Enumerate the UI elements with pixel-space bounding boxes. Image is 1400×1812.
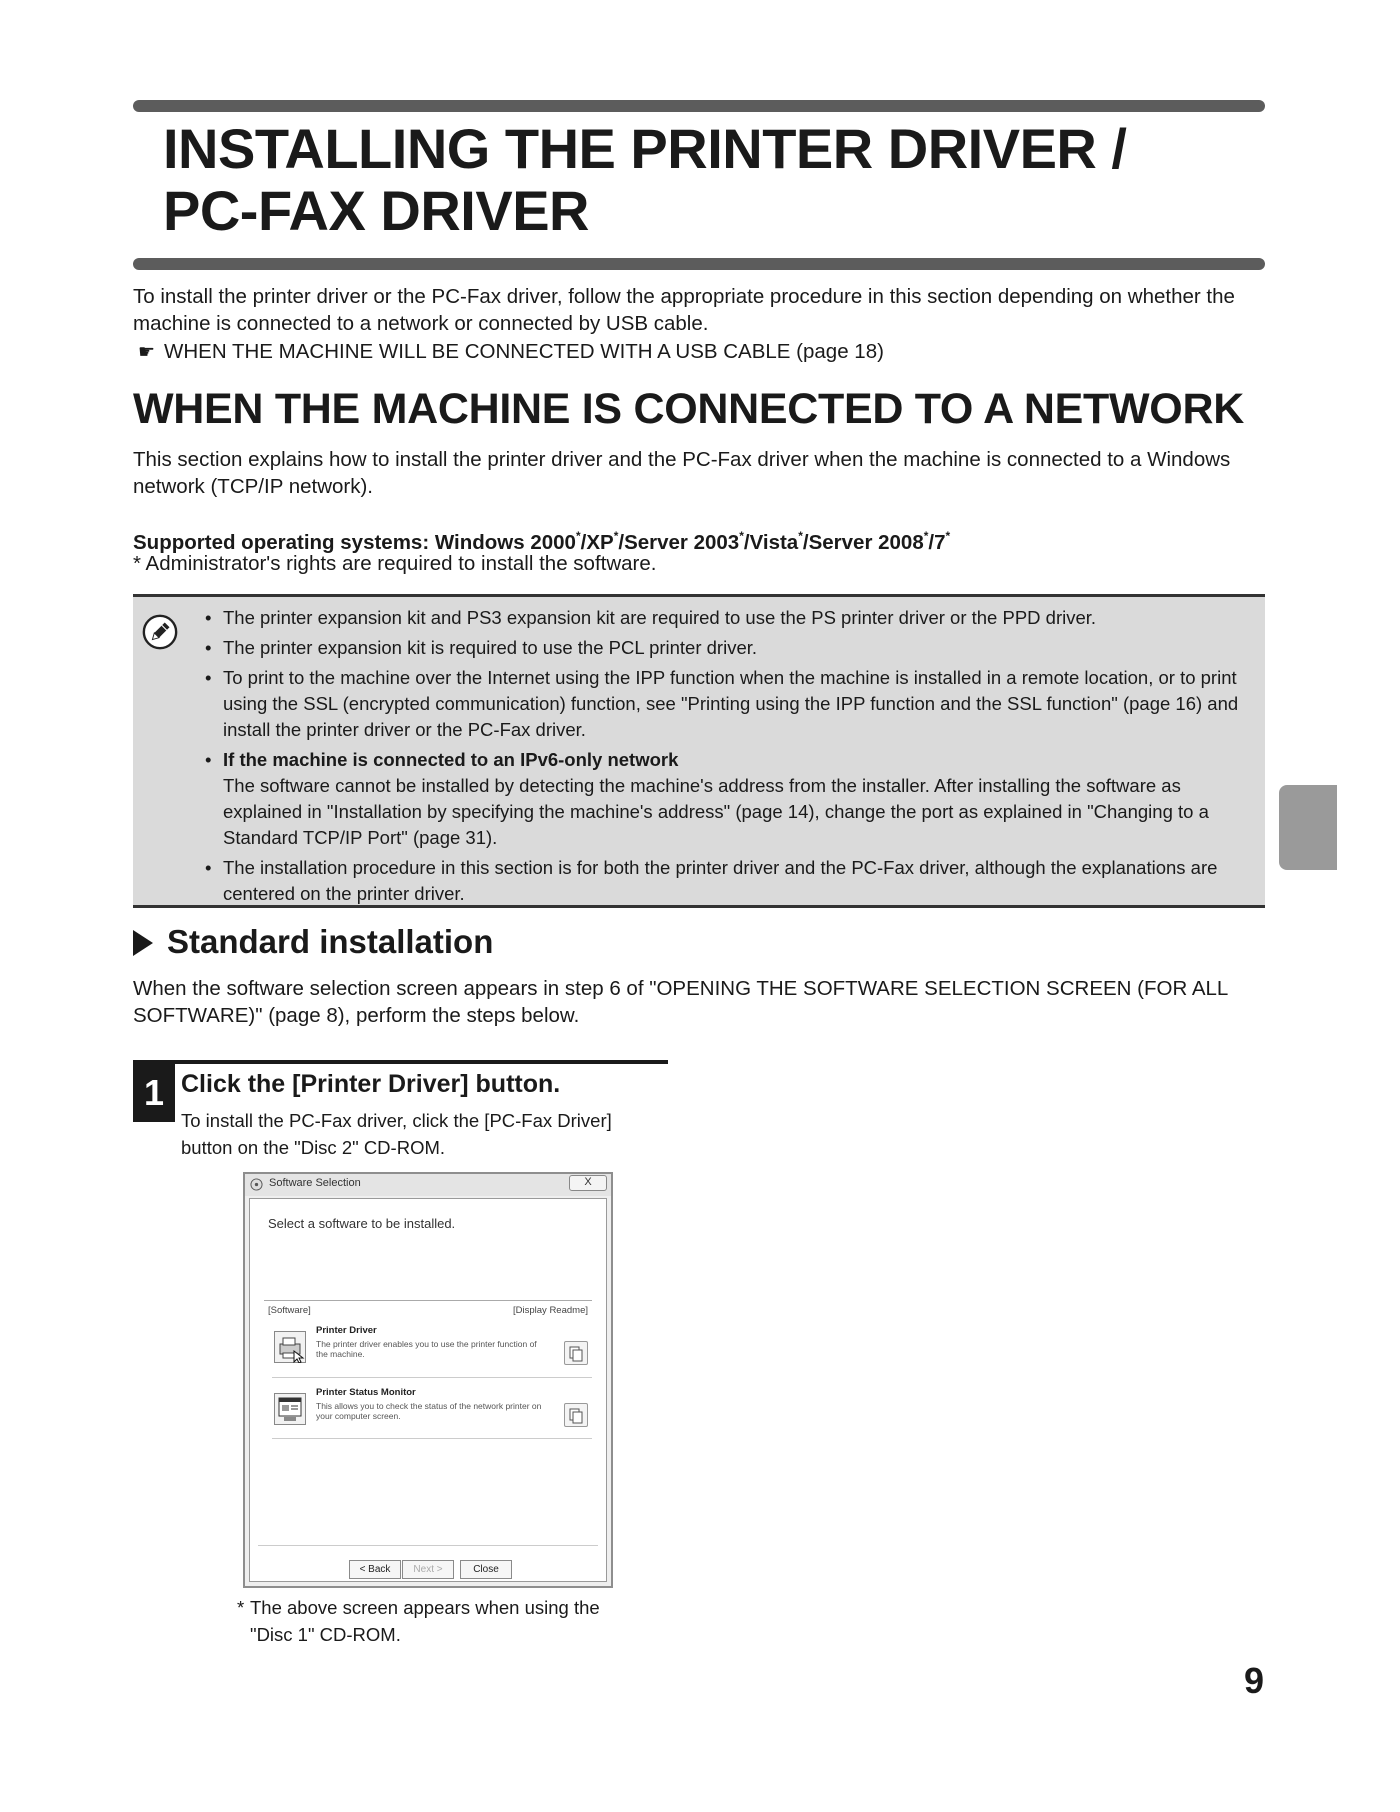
printer-driver-name: Printer Driver: [316, 1325, 377, 1336]
triangle-bullet-icon: [133, 930, 153, 956]
printer-icon: [274, 1331, 306, 1363]
status-monitor-description: This allows you to check the status of the network printer on your computer screen.: [316, 1401, 542, 1421]
pointing-hand-icon: ☛: [138, 342, 156, 363]
status-monitor-readme-button[interactable]: [564, 1403, 588, 1427]
status-monitor-icon: [274, 1393, 306, 1425]
screenshot-caption: [237, 1594, 637, 1648]
note-item-3: • To print to the machine over the Internet using the IPP function when the machine is installed in a remote location, or to print using the SSL (encrypted communication) function, see "Printing using the IPP function and the SSL function" (page 16) and install the printer driver or the PC-Fax driver.: [205, 665, 1255, 743]
usb-reference-link[interactable]: [138, 338, 884, 366]
usb-reference-text: WHEN THE MACHINE WILL BE CONNECTED WITH A USB CABLE (page 18): [164, 340, 884, 363]
pencil-note-icon: [141, 613, 179, 651]
page-title-line1: INSTALLING THE PRINTER DRIVER /: [163, 117, 1127, 180]
os-2-asterisk: *: [613, 529, 619, 543]
os-2: XP: [586, 531, 614, 554]
software-selection-dialog: [243, 1172, 613, 1588]
step-title: Click the [Printer Driver] button.: [181, 1070, 561, 1098]
dialog-content: [249, 1198, 607, 1582]
dialog-close-button[interactable]: X: [569, 1175, 607, 1191]
note-item-2: • The printer expansion kit is required to use the PCL printer driver.: [205, 635, 1255, 661]
item-divider: [272, 1438, 592, 1439]
os-6: 7: [934, 531, 946, 554]
os-5-asterisk: *: [923, 529, 929, 543]
page-title-line2: PC-FAX DRIVER: [163, 179, 589, 242]
printer-driver-readme-button[interactable]: [564, 1341, 588, 1365]
readme-icon: [565, 1404, 587, 1426]
supported-os-label: Supported operating systems: Windows: [133, 531, 525, 554]
network-section-heading: WHEN THE MACHINE IS CONNECTED TO A NETWORK: [133, 385, 1244, 433]
title-top-rule: [133, 100, 1265, 112]
back-button[interactable]: < Back: [349, 1560, 401, 1579]
status-monitor-name: Printer Status Monitor: [316, 1387, 416, 1398]
section-side-tab: [1279, 785, 1337, 870]
os-1: 2000: [530, 531, 576, 554]
dialog-titlebar[interactable]: [245, 1174, 611, 1196]
note-item-ipv6: [205, 747, 1255, 851]
note-item-5: • The installation procedure in this section is for both the printer driver and the PC-Fax driver, although the explanations are centered on the printer driver.: [205, 855, 1255, 907]
standard-installation-title: Standard installation: [167, 923, 494, 960]
admin-rights-note: * Administrator's rights are required to install the software.: [133, 552, 657, 575]
standard-installation-text: When the software selection screen appears in step 6 of "OPENING THE SOFTWARE SELECTION SCREEN (FOR ALL SOFTWARE)" (page 8), perform the steps below.: [133, 977, 1228, 1027]
ipv6-title: If the machine is connected to an IPv6-only network: [223, 749, 679, 770]
network-section-description: This section explains how to install the printer driver and the PC-Fax driver when the machine is connected to a Windows network (TCP/IP network).: [133, 448, 1231, 498]
item-divider: [272, 1377, 592, 1378]
software-item-status-monitor[interactable]: [274, 1385, 594, 1433]
os-3-asterisk: *: [739, 529, 744, 543]
caption-asterisk: *: [237, 1597, 245, 1618]
next-button[interactable]: Next >: [402, 1560, 454, 1579]
software-item-printer-driver[interactable]: [274, 1323, 594, 1371]
note-box: [133, 594, 1265, 908]
standard-installation-heading: [133, 922, 493, 962]
disc-icon: [250, 1178, 263, 1191]
caption-text: The above screen appears when using the "Disc 1" CD-ROM.: [250, 1597, 600, 1645]
page-number: 9: [1243, 1660, 1264, 1701]
dialog-header-divider: [264, 1300, 592, 1301]
dialog-title: Software Selection: [269, 1177, 361, 1189]
printer-driver-description: The printer driver enables you to use the printer function of the machine.: [316, 1339, 537, 1359]
note-list: [205, 605, 1255, 911]
os-1-asterisk: *: [575, 529, 581, 543]
title-bottom-rule: [133, 258, 1265, 270]
os-4-asterisk: *: [798, 529, 803, 543]
readme-column-header: [Display Readme]: [513, 1305, 588, 1316]
step-number: 1: [133, 1064, 175, 1122]
os-6-asterisk: *: [945, 529, 951, 543]
software-column-header: [Software]: [268, 1305, 311, 1316]
intro-text: To install the printer driver or the PC-Fax driver, follow the appropriate procedure in this section depending on whether the machine is connected to a network or connected by USB cable.: [133, 285, 1235, 335]
dialog-prompt: Select a software to be installed.: [268, 1216, 456, 1231]
page-title: [163, 118, 1127, 242]
os-4: Vista: [749, 531, 799, 554]
step-rule: [133, 1060, 668, 1064]
close-button[interactable]: Close: [460, 1560, 512, 1579]
readme-icon: [565, 1342, 587, 1364]
os-5: Server 2008: [808, 531, 924, 554]
os-3: Server 2003: [624, 531, 740, 554]
step-text: To install the PC-Fax driver, click the [PC-Fax Driver] button on the "Disc 2" CD-ROM.: [181, 1110, 612, 1158]
note-item-1: • The printer expansion kit and PS3 expansion kit are required to use the PS printer driver or the PPD driver.: [205, 605, 1255, 631]
ipv6-text: The software cannot be installed by detecting the machine's address from the installer. After installing the software as explained in "Installation by specifying the machine's address" (page 14), change the port as explained in "Changing to a Standard TCP/IP Port" (page 31).: [223, 775, 1209, 848]
supported-os-line: Supported operating systems: Windows 2000*/XP*/Server 2003*/Vista*/Server 2008*/7*: [133, 529, 951, 554]
dialog-footer-divider: [258, 1545, 598, 1546]
